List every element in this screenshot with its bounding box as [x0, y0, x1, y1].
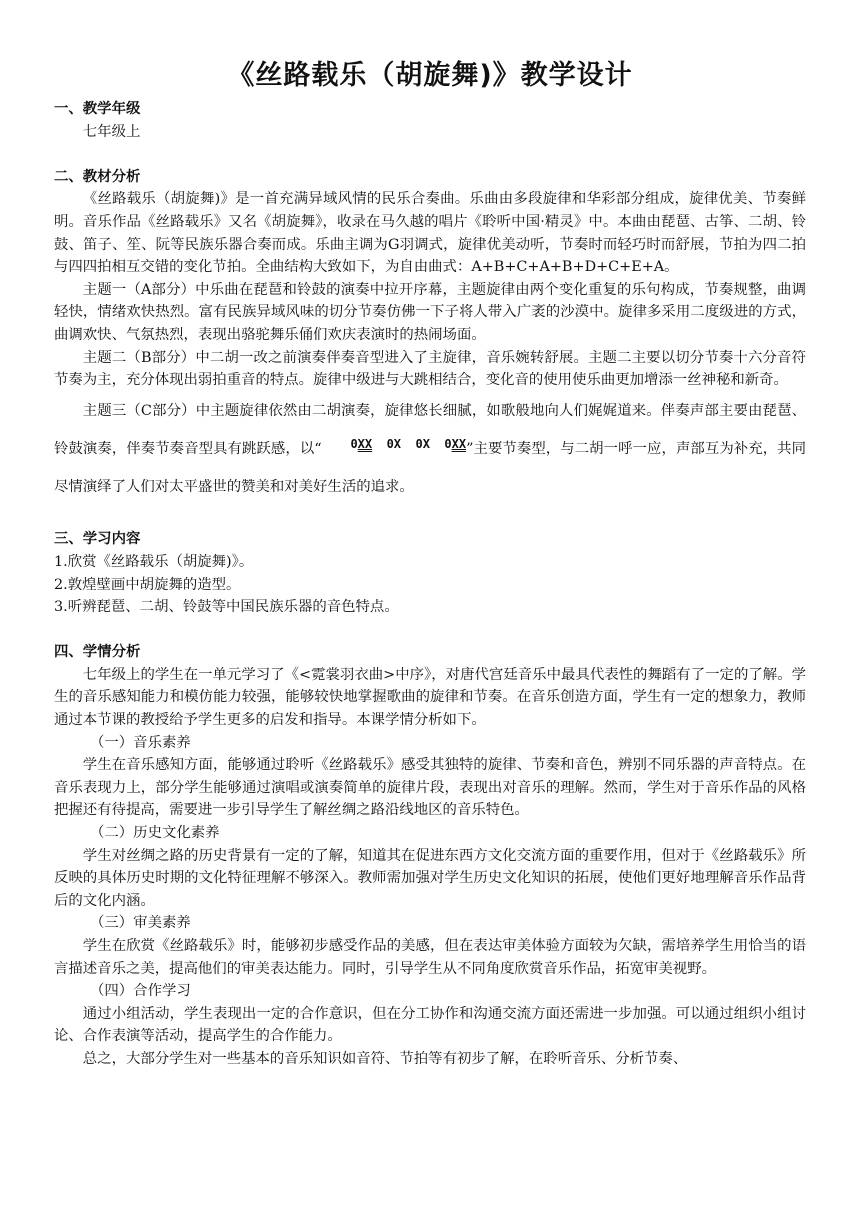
paragraph-4-tail: ”主要节奏型，与二胡一呼一应，声部互为补充，共同尽情演绎了人们对太平盛世的赞美和对美好生活的追求。: [54, 440, 807, 495]
learner-intro: 七年级上的学生在一单元学习了《<霓裳羽衣曲>中序》，对唐代宫廷音乐中最具代表性的舞蹈有了一定的了解。学生的音乐感知能力和模仿能力较强，能够较快地掌握歌曲的旋律和节奏。在音乐创造方面，学生有一定的想象力，教师通过本节课的教授给予学生更多的启发和指导。本课学情分析如下。: [54, 666, 806, 729]
material-paragraph-4: [54, 392, 806, 506]
spacer: [54, 619, 806, 642]
aesthetic-literacy-text: 学生在欣赏《丝路载乐》时，能够初步感受作品的美感，但在表达审美体验方面较为欠缺，需培养学生用恰当的语言描述音乐之美，提高他们的审美表达能力。同时，引导学生从不同角度欣赏音乐作品，拓宽审美视野。: [54, 938, 806, 977]
section-heading-material: 二、教材分析: [54, 168, 141, 185]
subheading-cooperation: （四）合作学习: [90, 983, 191, 1000]
grade-text: 七年级上: [82, 123, 141, 140]
rhythm-sixteenths: XX: [451, 436, 467, 451]
document-body: [54, 98, 806, 1071]
subheading-history: （二）历史文化素养: [90, 825, 220, 842]
rhythm-eighths: 0X: [386, 436, 402, 451]
subheading-aesthetic: （三）审美素养: [90, 915, 191, 932]
rhythm-rest: 0: [350, 436, 358, 451]
rhythm-pattern: [322, 425, 466, 463]
section-material-analysis: [54, 166, 806, 506]
section-grade: [54, 98, 806, 143]
section-heading-grade: 一、教学年级: [54, 101, 141, 117]
summary-text: 总之，大部分学生对一些基本的音乐知识如音符、节拍等有初步了解，在聆听音乐、分析节奏、: [82, 1050, 688, 1067]
rhythm-sixteenths: XX: [357, 436, 373, 451]
cooperation-text: 通过小组活动，学生表现出一定的合作意识，但在分工协作和沟通交流方面还需进一步加强。可以通过组织小组讨论、合作表演等活动，提高学生的合作能力。: [54, 1005, 806, 1045]
rhythm-rest: 0: [444, 436, 452, 451]
rhythm-eighths: 0X: [415, 436, 430, 451]
document-title: 《丝路载乐（胡旋舞)》教学设计: [227, 60, 633, 91]
list-item: 1.欣赏《丝路载乐（胡旋舞)》。: [54, 553, 254, 570]
section-learning-content: [54, 528, 806, 618]
list-item: 2.敦煌壁画中胡旋舞的造型。: [54, 576, 241, 593]
material-paragraph-2: 主题一（A部分）中乐曲在琵琶和铃鼓的演奏中拉开序幕，主题旋律由两个变化重复的乐句构成，节奏规整，曲调轻快，情绪欢快热烈。富有民族异域风味的切分节奏仿佛一下子将人带入广袤的沙漠中。旋律多采用二度级进的方式，曲调欢快、气氛热烈，表现出骆驼舞乐俑们欢庆表演时的热闹场面。: [54, 281, 806, 343]
list-item: 3.听辨琵琶、二胡、铃鼓等中国民族乐器的音色特点。: [54, 599, 399, 616]
section-learner-analysis: [54, 641, 806, 1070]
section-heading-learner: 四、学情分析: [54, 644, 141, 661]
subheading-music: （一）音乐素养: [90, 734, 191, 751]
history-literacy-text: 学生对丝绸之路的历史背景有一定的了解，知道其在促进东西方文化交流方面的重要作用，但对于《丝路载乐》所反映的具体历史时期的文化特征理解不够深入。教师需加强对学生历史文化知识的拓展，使他们更好地理解音乐作品背后的文化内涵。: [54, 847, 806, 909]
section-heading-content: 三、学习内容: [54, 531, 141, 548]
music-literacy-text: 学生在音乐感知方面，能够通过聆听《丝路载乐》感受其独特的旋律、节奏和音色，辨别不同乐器的声音特点。在音乐表现力上，部分学生能够通过演唱或演奏简单的旋律片段，表现出对音乐的理解。然而，学生对于音乐作品的风格把握还有待提高，需要进一步引导学生了解丝绸之路沿线地区的音乐特色。: [54, 757, 806, 819]
paragraph-4-lead: 主题三（C部分）中主题旋律依然由二胡演奏，旋律悠长细腻，如歌般地向人们娓娓道来。伴奏声部主要由琵琶、铃鼓演奏，伴奏节奏音型具有跳跃感，以“: [54, 402, 806, 457]
spacer: [54, 506, 806, 529]
spacer: [54, 143, 806, 166]
material-paragraph-1: 《丝路载乐（胡旋舞)》是一首充满异域风情的民乐合奏曲。乐曲由多段旋律和华彩部分组成，旋律优美、节奏鲜明。音乐作品《丝路载乐》又名《胡旋舞》，收录在马久越的唱片《聆听中国·精灵》中。本曲由琵琶、古筝、二胡、铃鼓、笛子、笙、阮等民族乐器合奏而成。乐曲主调为G羽调式，旋律优美动听，节奏时而轻巧时而舒展，节拍为四二拍与四四拍相互交错的变化节拍。全曲结构大致如下，为自由曲式：A+B+C+A+B+D+C+E+A。: [54, 191, 806, 276]
material-paragraph-3: 主题二（B部分）中二胡一改之前演奏伴奏音型进入了主旋律，音乐婉转舒展。主题二主要以切分节奏十六分音符节奏为主，充分体现出弱拍重音的特点。旋律中级进与大跳相结合，变化音的使用使乐曲更加增添一丝神秘和新奇。: [54, 349, 806, 389]
